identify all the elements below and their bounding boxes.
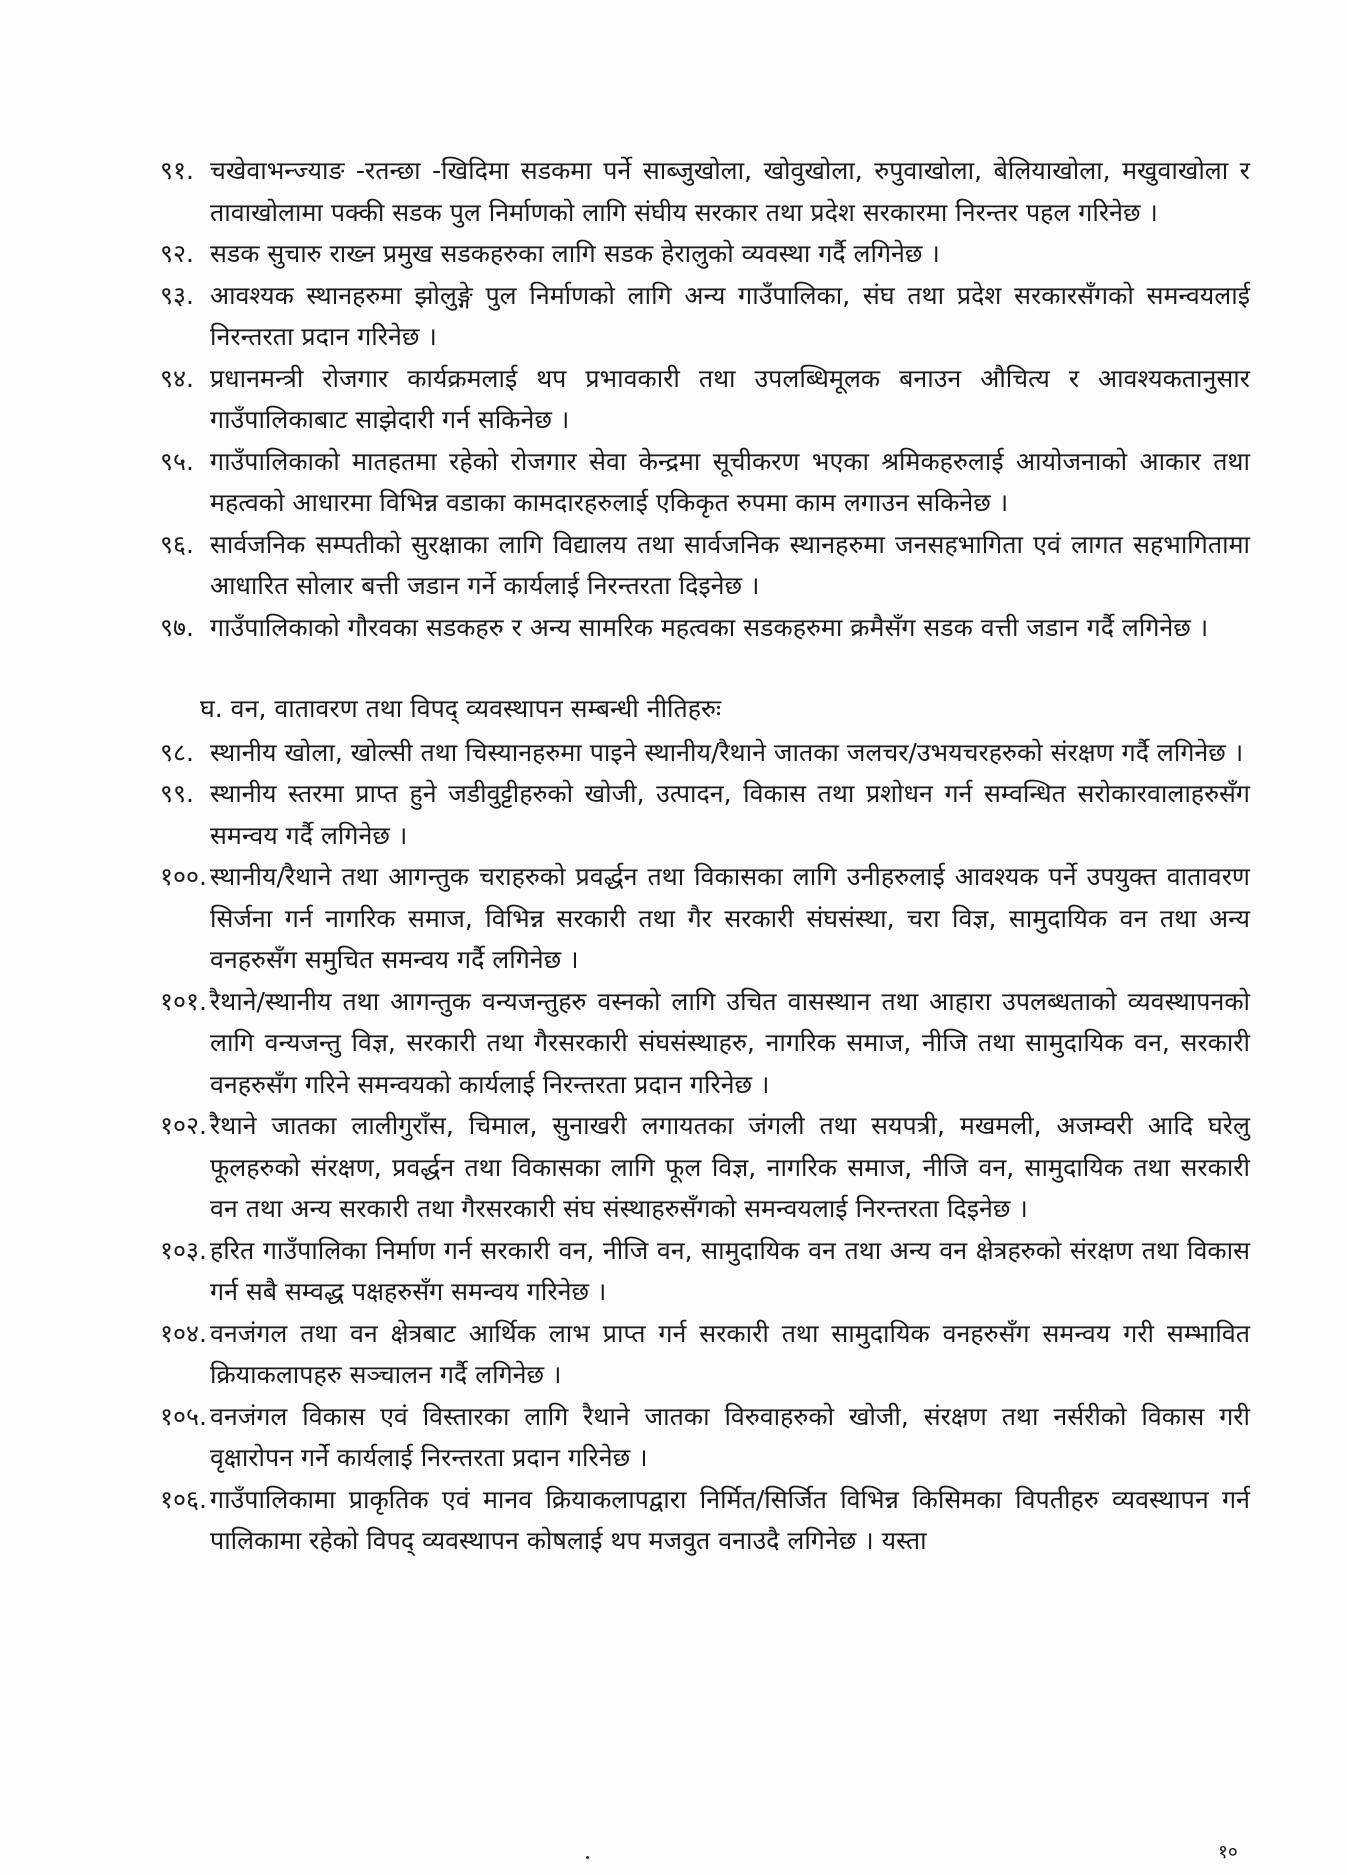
- policy-item: [160, 233, 1250, 275]
- policy-item: [160, 732, 1250, 774]
- item-number: ९३.: [160, 280, 194, 310]
- page-number: १०: [1218, 1841, 1238, 1863]
- item-text: रैथाने/स्थानीय तथा आगन्तुक वन्यजन्तुहरु वस्नको लागि उचित वासस्थान तथा आहारा उपलब्धताको व्यवस्थापनको लागि वन्यजन्तु विज्ञ, सरकारी तथा गैरसरकारी संघसंस्थाहरु, नागरिक समाज, नीजि तथा सामुदायिक वन, सरकारी वनहरुसँग गरिने समन्वयको कार्यलाई निरन्तरता प्रदान गरिनेछ ।: [210, 986, 1250, 1099]
- item-text: सडक सुचारु राख्न प्रमुख सडकहरुका लागि सडक हेरालुको व्यवस्था गर्दै लगिनेछ ।: [210, 239, 940, 268]
- item-text: प्रधानमन्त्री रोजगार कार्यक्रमलाई थप प्रभावकारी तथा उपलब्धिमूलक बनाउन औचित्य र आवश्यकतानुसार गाउँपालिकाबाट साझेदारी गर्न सकिनेछ ।: [210, 363, 1250, 434]
- scan-speck: [586, 1856, 589, 1859]
- item-text: गाउँपालिकामा प्राकृतिक एवं मानव क्रियाकलापद्वारा निर्मित/सिर्जित विभिन्न किसिमका विपतीहरु व्यवस्थापन गर्न पालिकामा रहेको विपद् व्यवस्थापन कोषलाई थप मजवुत वनाउदै लगिनेछ । यस्ता: [210, 1484, 1250, 1555]
- item-text: गाउँपालिकाको गौरवका सडकहरु र अन्य सामरिक महत्वका सडकहरुमा क्रमैसँग सडक वत्ती जडान गर्दै लगिनेछ ।: [210, 612, 1209, 642]
- item-number: ९९.: [160, 779, 194, 808]
- item-number: ९६.: [160, 529, 194, 559]
- policy-item: [160, 773, 1250, 856]
- policy-item: [160, 856, 1250, 981]
- item-number: ९५.: [160, 446, 194, 476]
- item-number: १०२.: [160, 1111, 207, 1140]
- item-text: वनजंगल विकास एवं विस्तारका लागि रैथाने जातका विरुवाहरुको खोजी, संरक्षण तथा नर्सरीको विकास गरी वृक्षारोपन गर्ने कार्यलाई निरन्तरता प्रदान गरिनेछ ।: [210, 1401, 1250, 1472]
- policy-item: [160, 1313, 1250, 1396]
- item-text: सार्वजनिक सम्पतीको सुरक्षाका लागि विद्यालय तथा सार्वजनिक स्थानहरुमा जनसहभागिता एवं लागत सहभागितामा आधारित सोलार बत्ती जडान गर्ने कार्यलाई निरन्तरता दिइनेछ ।: [210, 529, 1250, 600]
- item-text: वनजंगल तथा वन क्षेत्रबाट आर्थिक लाभ प्राप्त गर्न सरकारी तथा सामुदायिक वनहरुसँग समन्वय गरी सम्भावित क्रियाकलापहरु सञ्चालन गर्दै लगिनेछ ।: [210, 1318, 1250, 1389]
- policy-item: [160, 524, 1250, 607]
- item-number: १०३.: [160, 1235, 207, 1265]
- policy-item: [160, 441, 1250, 524]
- item-number: १००.: [160, 862, 207, 891]
- item-number: ९८.: [160, 737, 194, 767]
- item-text: हरित गाउँपालिका निर्माण गर्न सरकारी वन, नीजि वन, सामुदायिक वन तथा अन्य वन क्षेत्रहरुको संरक्षण तथा विकास गर्न सबै सम्वद्ध पक्षहरुसँग समन्वय गरिनेछ ।: [210, 1235, 1250, 1306]
- item-text: स्थानीय स्तरमा प्राप्त हुने जडीवुट्टीहरुको खोजी, उत्पादन, विकास तथा प्रशोधन गर्न सम्वन्धित सरोकारवालाहरुसँग समन्वय गर्दै लगिनेछ ।: [210, 779, 1250, 850]
- policy-item: [160, 150, 1250, 233]
- item-text: आवश्यक स्थानहरुमा झोलुङ्गे पुल निर्माणको लागि अन्य गाउँपालिका, संघ तथा प्रदेश सरकारसँगको समन्वयलाई निरन्तरता प्रदान गरिनेछ ।: [210, 280, 1250, 351]
- item-text: स्थानीय खोला, खोल्सी तथा चिस्यानहरुमा पाइने स्थानीय/रैथाने जातका जलचर/उभयचरहरुको संरक्षण गर्दै लगिनेछ ।: [210, 737, 1244, 767]
- item-text: स्थानीय/रैथाने तथा आगन्तुक चराहरुको प्रवर्द्धन तथा विकासका लागि उनीहरुलाई आवश्यक पर्ने उपयुक्त वातावरण सिर्जना गर्न नागरिक समाज, विभिन्न सरकारी तथा गैर सरकारी संघसंस्था, चरा विज्ञ, सामुदायिक वन तथा अन्य वनहरुसँग समुचित समन्वय गर्दै लगिनेछ ।: [210, 862, 1250, 974]
- item-number: १०५.: [160, 1401, 207, 1431]
- policy-item: [160, 1396, 1250, 1479]
- item-number: ९२.: [160, 239, 194, 268]
- policy-item: [160, 275, 1250, 358]
- policy-item: [160, 1479, 1250, 1562]
- policy-item: [160, 981, 1250, 1106]
- item-number: ९१.: [160, 156, 194, 185]
- item-number: १०६.: [160, 1484, 207, 1514]
- policy-items-group-1: [160, 150, 1250, 648]
- item-number: १०४.: [160, 1318, 207, 1348]
- policy-item: [160, 607, 1250, 649]
- item-number: १०१.: [160, 986, 207, 1016]
- policy-items-group-2: [160, 732, 1250, 1562]
- item-number: ९४.: [160, 363, 194, 393]
- item-text: चखेवाभन्ज्याङ -रतन्छा -खिदिमा सडकमा पर्ने साब्जुखोला, खोवुखोला, रुपुवाखोला, बेलियाखोला, मखुवाखोला र तावाखोलामा पक्की सडक पुल निर्माणको लागि संघीय सरकार तथा प्रदेश सरकारमा निरन्तर पहल गरिनेछ ।: [210, 156, 1250, 227]
- policy-item: [160, 1105, 1250, 1230]
- item-number: ९७.: [160, 612, 194, 642]
- policy-list: [160, 150, 1250, 1562]
- item-text: गाउँपालिकाको मातहतमा रहेको रोजगार सेवा केन्द्रमा सूचीकरण भएका श्रमिकहरुलाई आयोजनाको आकार तथा महत्वको आधारमा विभिन्न वडाका कामदारहरुलाई एकिकृत रुपमा काम लगाउन सकिनेछ ।: [210, 446, 1250, 517]
- section-heading: घ. वन, वातावरण तथा विपद् व्यवस्थापन सम्बन्धी नीतिहरुः: [200, 694, 722, 723]
- item-text: रैथाने जातका लालीगुराँस, चिमाल, सुनाखरी लगायतका जंगली तथा सयपत्री, मखमली, अजम्वरी आदि घरेलु फूलहरुको संरक्षण, प्रवर्द्धन तथा विकासका लागि फूल विज्ञ, नागरिक समाज, नीजि वन, सामुदायिक तथा सरकारी वन तथा अन्य सरकारी तथा गैरसरकारी संघ संस्थाहरुसँगको समन्वयलाई निरन्तरता दिइनेछ ।: [210, 1111, 1250, 1223]
- policy-item: [160, 1230, 1250, 1313]
- policy-item: [160, 358, 1250, 441]
